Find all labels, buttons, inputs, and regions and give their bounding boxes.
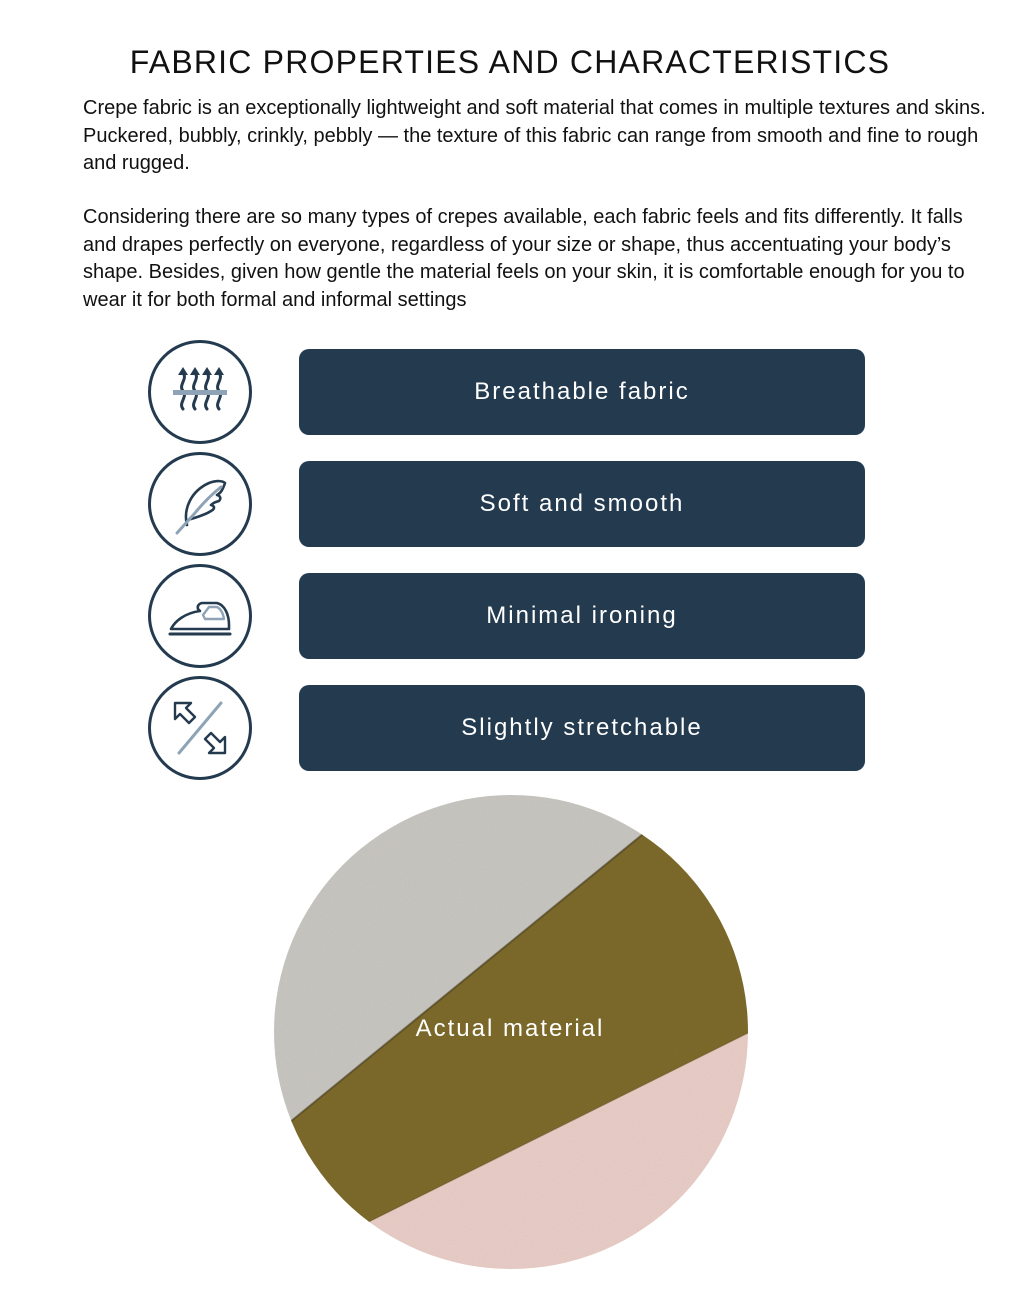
feature-label-soft: Soft and smooth bbox=[299, 461, 865, 547]
intro-paragraph: Crepe fabric is an exceptionally lightweight and soft material that comes in multiple textures and skins. Puckered, bubbly, crinkly, pebbly — the texture of this fabric can range from smooth and fine to rough and rugged. bbox=[83, 97, 986, 174]
breathable-heat-waves-icon bbox=[148, 340, 252, 444]
stretch-arrows-glyph bbox=[165, 693, 235, 763]
material-label: Actual material bbox=[415, 1015, 605, 1042]
feature-label-stretchable: Slightly stretchable bbox=[299, 685, 865, 771]
details-paragraph: Considering there are so many types of crepes available, each fabric feels and fits differently. It falls and drapes perfectly on everyone, regardless of your size or shape, thus accentuating your body’s shape. Besides, given how gentle the material feels on your skin, it is comfortable enough for you to wear it for both formal and informal settings bbox=[83, 206, 965, 311]
iron-glyph bbox=[165, 581, 235, 651]
breathable-heat-waves-glyph bbox=[165, 357, 235, 427]
feature-row-breathable bbox=[0, 340, 1020, 444]
feature-label-breathable: Breathable fabric bbox=[299, 349, 865, 435]
feather-icon bbox=[148, 452, 252, 556]
feature-row-soft bbox=[0, 452, 1020, 556]
page-title: FABRIC PROPERTIES AND CHARACTERISTICS bbox=[129, 44, 891, 80]
feather-glyph bbox=[165, 469, 235, 539]
feature-row-ironing bbox=[0, 564, 1020, 668]
feature-row-stretchable bbox=[0, 676, 1020, 780]
feature-label-ironing: Minimal ironing bbox=[299, 573, 865, 659]
stretch-arrows-icon bbox=[148, 676, 252, 780]
iron-icon bbox=[148, 564, 252, 668]
